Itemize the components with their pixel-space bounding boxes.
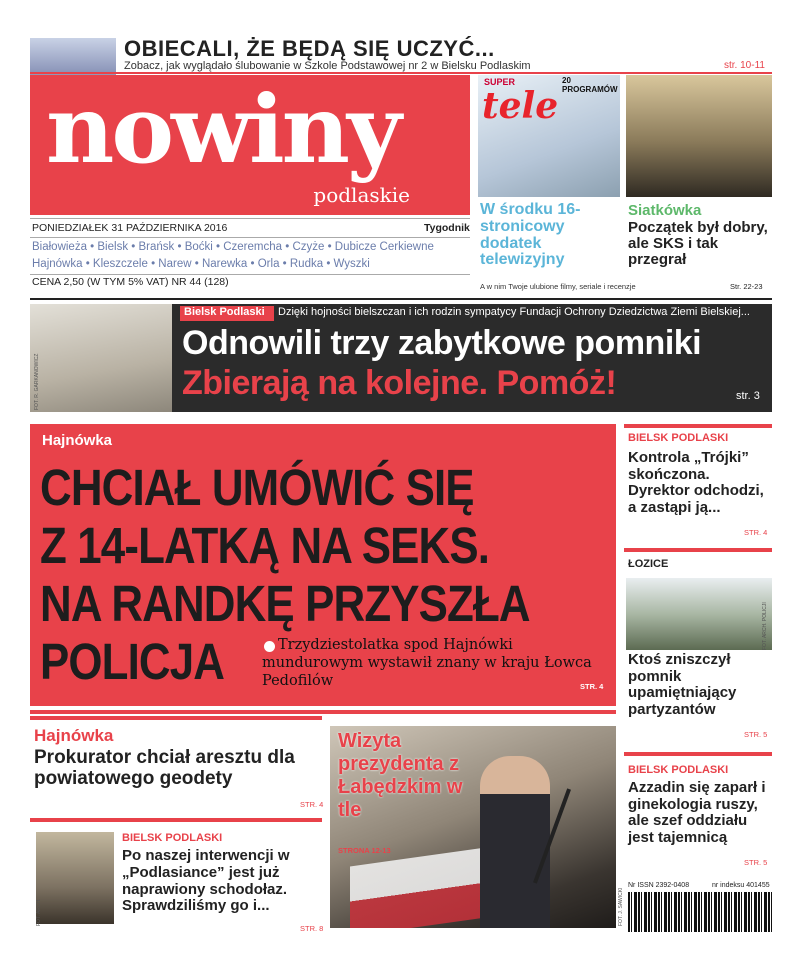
price-issue: CENA 2,50 (W TYM 5% VAT) NR 44 (128) <box>32 276 229 288</box>
photo-credit: FOT. R. GARKANOWICZ <box>34 353 40 410</box>
barcode-icon <box>628 892 772 932</box>
volleyball-page: Str. 22-23 <box>730 282 763 291</box>
monument-photo <box>30 304 172 412</box>
rc2-headline[interactable]: Ktoś zniszczył pomnik upamiętniający partyzantów <box>628 651 737 718</box>
section-bar <box>624 752 772 756</box>
rc1-kicker: BIELSK PODLASKI <box>628 432 729 444</box>
ll2-kicker: BIELSK PODLASKI <box>122 832 223 844</box>
ll2-page: STR. 8 <box>300 924 324 933</box>
frequency-label: Tygodnik <box>424 222 470 234</box>
issn-number: Nr ISSN 2392-0408 <box>628 882 690 889</box>
towns-line: Białowieża • Bielsk • Brańsk • Boćki • Czeremcha • Czyże • Dubicze Cerkiewne <box>32 241 434 253</box>
tele-note: A w nim Twoje ulubione filmy, seriale i recenzje <box>480 282 636 291</box>
president-page: STRONA 12-13 <box>338 846 391 855</box>
issue-date: PONIEDZIAŁEK 31 PAŹDZIERNIKA 2016 <box>32 222 228 234</box>
main-bottom-rule <box>30 710 616 714</box>
logo-subtitle: podlaskie <box>313 183 410 207</box>
photo-credit: FOT. ARCH. <box>36 898 42 926</box>
index-number: nr indeksu 401455 <box>712 882 770 889</box>
masthead-logo[interactable] <box>30 75 470 215</box>
photo-credit: FOT. ARCH. POLICJI <box>762 602 768 650</box>
volleyball-photo <box>626 75 772 197</box>
photo-credit: FOT. J. SAWICKI <box>618 887 624 926</box>
divider <box>30 298 772 300</box>
towns-line: Hajnówka • Kleszczele • Narew • Narewka • Orla • Rudka • Wyszki <box>32 258 370 270</box>
teaser-title[interactable]: OBIECALI, ŻE BĘDĄ SIĘ UCZYĆ... <box>124 36 495 61</box>
volleyball-headline[interactable]: Początek był dobry, ale SKS i tak przegrał <box>628 219 768 268</box>
section-bar <box>624 424 772 428</box>
teaser-page: str. 10-11 <box>724 60 765 71</box>
main-headline-line: CHCIAŁ UMÓWIĆ SIĘ <box>40 459 474 516</box>
tele-supplement-cover[interactable] <box>478 75 620 197</box>
rc1-page: STR. 4 <box>744 528 768 537</box>
tele-super-label: SUPER <box>484 77 516 87</box>
rc3-page: STR. 5 <box>744 858 768 867</box>
president-figure <box>480 756 550 928</box>
tele-logo: tele <box>482 85 559 127</box>
teaser-subtitle: Zobacz, jak wyglądało ślubowanie w Szkole Podstawowej nr 2 w Bielsku Podlaskim <box>124 60 531 72</box>
president-headline[interactable]: Wizyta prezydenta z Łabędzkim w tle <box>338 730 463 821</box>
volleyball-kicker: Siatkówka <box>628 202 702 219</box>
monuments-headline[interactable]: Odnowili trzy zabytkowe pomniki <box>182 324 702 362</box>
rc3-kicker: BIELSK PODLASKI <box>628 764 729 776</box>
flag-graphic <box>350 845 500 928</box>
ll2-headline[interactable]: Po naszej interwencji w „Podlasiance” jest już naprawiony schodołaz. Sprawdziliśmy go i... <box>122 847 290 915</box>
section-bar <box>30 818 322 822</box>
divider <box>30 274 470 275</box>
main-headline-line: Z 14-LATKĄ NA SEKS. <box>40 517 490 574</box>
rc1-headline[interactable]: Kontrola „Trójki” skończona. Dyrektor odchodzi, a zastąpi ją... <box>628 449 764 516</box>
monuments-page: str. 3 <box>736 390 760 402</box>
logo-text: nowiny <box>46 75 399 185</box>
tele-promo: 20 PROGRAMÓW <box>562 76 618 94</box>
main-headline-line: POLICJA <box>40 633 225 690</box>
lozice-photo <box>626 578 772 650</box>
stairlift-photo <box>36 832 114 924</box>
section-bar <box>624 548 772 552</box>
top-rule <box>30 72 772 74</box>
main-kicker: Hajnówka <box>42 432 113 449</box>
main-page: STR. 4 <box>580 682 604 691</box>
rc3-headline[interactable]: Azzadin się zaparł i ginekologia ruszy, ale szef oddziału jest tajemnicą <box>628 779 766 846</box>
divider <box>30 218 470 219</box>
section-bar <box>30 716 322 720</box>
ll1-headline[interactable]: Prokurator chciał aresztu dla powiatowego geodety <box>34 747 295 789</box>
ll1-kicker: Hajnówka <box>34 726 114 745</box>
tele-headline[interactable]: W środku 16-stronicowy dodatek telewizyjny <box>480 201 581 269</box>
monuments-kicker: Bielsk Podlaski <box>184 306 265 318</box>
ll1-page: STR. 4 <box>300 800 324 809</box>
monuments-subheadline[interactable]: Zbierają na kolejne. Pomóż! <box>182 364 617 402</box>
divider <box>30 237 470 238</box>
monuments-lead: Dzięki hojności bielszczan i ich rodzin sympatycy Fundacji Ochrony Dziedzictwa Ziemi Bielskiej... <box>278 306 750 318</box>
main-lead: Trzydziestolatka spod Hajnówki mundurowym wystawił znany w kraju Łowca Pedofilów <box>262 637 592 690</box>
rc2-page: STR. 5 <box>744 730 768 739</box>
main-headline-line: NA RANDKĘ PRZYSZŁA <box>40 575 530 632</box>
rc2-kicker: ŁOZICE <box>628 558 669 570</box>
